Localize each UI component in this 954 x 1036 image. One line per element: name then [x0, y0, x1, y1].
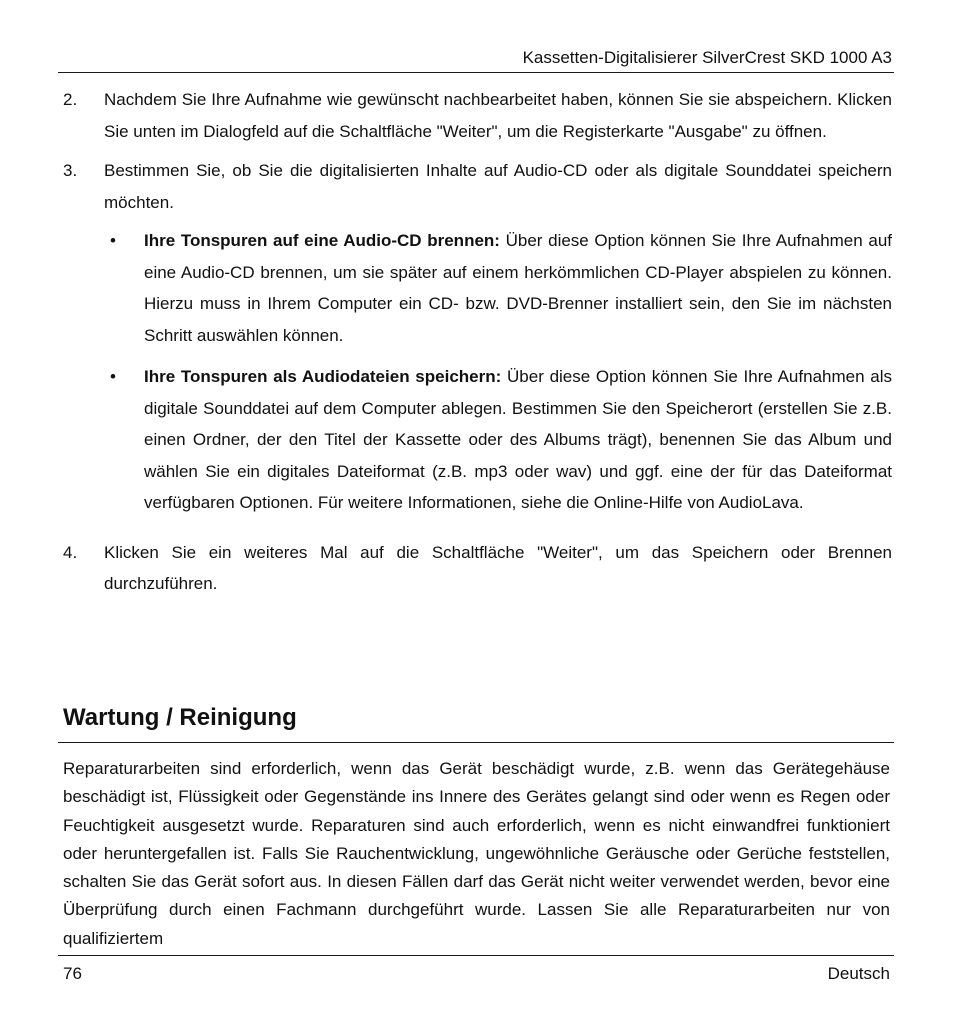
- running-header: Kassetten-Digitalisierer SilverCrest SKD 1000 A3: [522, 48, 892, 67]
- option-title: Ihre Tonspuren als Audiodateien speichern:: [144, 367, 502, 386]
- section-rule: [58, 742, 894, 743]
- step-item: [63, 155, 892, 529]
- option-text: [144, 361, 892, 519]
- option-item: [104, 361, 892, 519]
- step-number: 2.: [63, 90, 78, 109]
- bullet-icon: •: [110, 231, 116, 250]
- footer-language: Deutsch: [827, 964, 890, 983]
- step-number: 4.: [63, 542, 78, 562]
- step-item: [63, 84, 892, 147]
- instruction-list: [63, 84, 892, 608]
- section-heading: Wartung / Reinigung: [63, 704, 297, 731]
- step-number: 3.: [63, 161, 78, 180]
- step-text: Bestimmen Sie, ob Sie die digitalisierten Inhalte auf Audio-CD oder als digitale Sounddatei speichern möchten.: [104, 161, 892, 212]
- step-text: Nachdem Sie Ihre Aufnahme wie gewünscht nachbearbeitet haben, können Sie sie abspeichern. Klicken Sie unten im Dialogfeld auf die Schaltfläche "Weiter", um die Registerkarte "Ausgabe" zu öffnen.: [104, 90, 892, 141]
- step-content: [104, 155, 892, 529]
- page-number: 76: [63, 964, 82, 983]
- bullet-icon: •: [110, 367, 116, 386]
- step-text: Klicken Sie ein weiteres Mal auf die Schaltfläche "Weiter", um das Speichern oder Brennen durchzuführen.: [104, 542, 892, 593]
- maintenance-paragraph: Reparaturarbeiten sind erforderlich, wenn das Gerät beschädigt wurde, z.B. wenn das Gerätegehäuse beschädigt ist, Flüssigkeit oder Gegenstände ins Innere des Gerätes gelangt sind oder wenn es Regen oder Feuchtigkeit ausgesetzt wurde. Reparaturen sind auch erforderlich, wenn es nicht einwandfrei funktioniert oder heruntergefallen ist. Falls Sie Rauchentwicklung, ungewöhnliche Geräusche oder Gerüche feststellen, schalten Sie das Gerät sofort aus. In diesen Fällen darf das Gerät nicht weiter verwendet werden, bevor eine Überprüfung durch einen Fachmann durchgeführt wurde. Lassen Sie alle Reparaturarbeiten nur von qualifiziertem: [63, 759, 890, 948]
- option-description: Über diese Option können Sie Ihre Aufnahmen als digitale Sounddatei auf dem Computer ablegen. Bestimmen Sie den Speicherort (erstellen Sie z.B. einen Ordner, der den Titel der Kassette oder des Albums trägt), benennen Sie das Album und wählen Sie ein digitales Dateiformat (z.B. mp3 oder wav) und ggf. eine der für das Dateiformat verfügbaren Optionen. Für weitere Informationen, siehe die Online-Hilfe von AudioLava.: [144, 367, 893, 512]
- option-title: Ihre Tonspuren auf eine Audio-CD brennen:: [144, 231, 500, 250]
- option-list: [104, 225, 892, 519]
- header-rule: [58, 72, 894, 73]
- footer-rule: [58, 955, 894, 956]
- option-description: Über diese Option können Sie Ihre Aufnahmen auf eine Audio-CD brennen, um sie später auf einem herkömmlichen CD-Player abspielen zu können. Hierzu muss in Ihrem Computer ein CD- bzw. DVD-Brenner installiert sein, den Sie im nächsten Schritt auswählen können.: [144, 231, 892, 345]
- option-text: [144, 225, 892, 351]
- option-item: [104, 225, 892, 351]
- step-item: [63, 537, 892, 600]
